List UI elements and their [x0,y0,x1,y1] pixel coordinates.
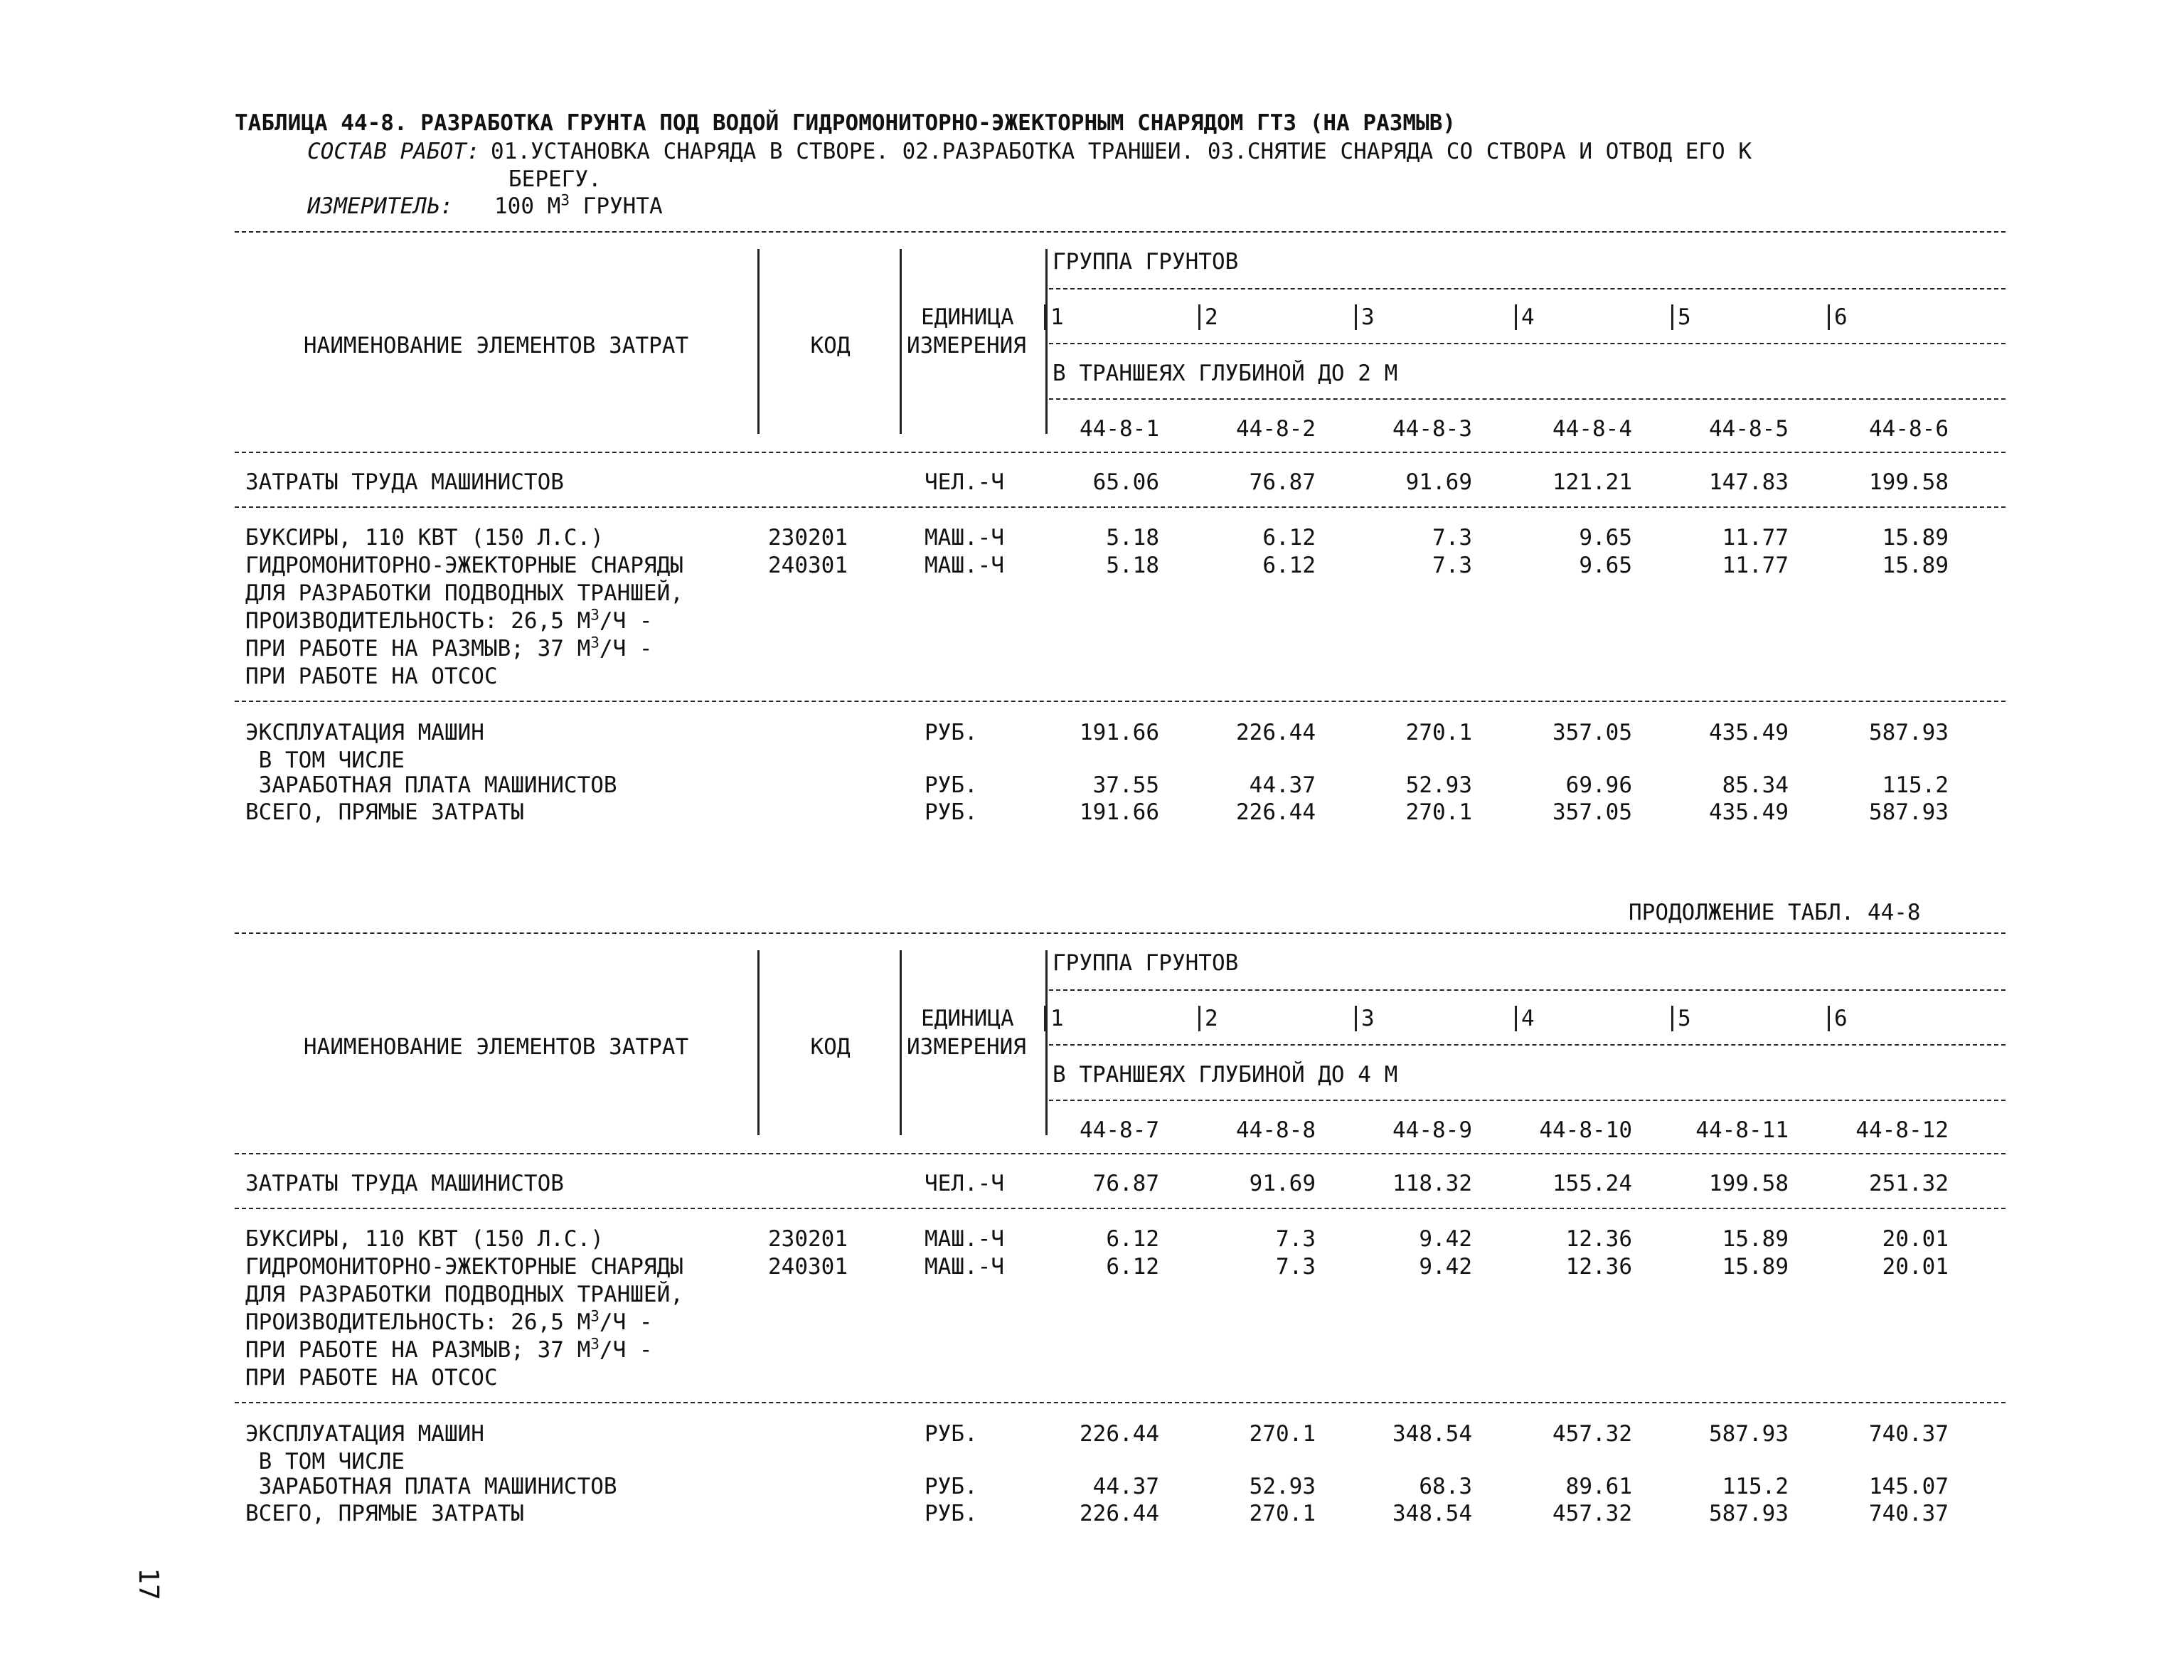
norm-code: 44-8-10 [1539,1117,1632,1143]
group-label: ГРУППА ГРУНТОВ [1053,249,1239,275]
labor-value: 121.21 [1552,469,1632,495]
depth-label: В ТРАНШЕЯХ ГЛУБИНОЙ ДО 2 М [1053,361,1398,386]
machine-value: 9.65 [1579,553,1632,578]
machine-value: 11.77 [1722,525,1789,551]
machine-value: 12.36 [1565,1254,1632,1280]
cost-value: 89.61 [1565,1474,1632,1499]
machine-value: 5.18 [1106,525,1159,551]
machine-value: 5.18 [1106,553,1159,578]
norm-code: 44-8-12 [1855,1117,1949,1143]
cost-row-name: ЭКСПЛУАТАЦИЯ МАШИН [245,1421,484,1447]
cost-value: 37.55 [1092,772,1159,798]
cost-value: 435.49 [1709,720,1789,745]
machine-value: 7.3 [1432,553,1472,578]
rule-line [235,1208,2005,1209]
continuation-label: ПРОДОЛЖЕНИЕ ТАБЛ. 44-8 [1629,900,1921,925]
machine-desc-line: ДЛЯ РАЗРАБОТКИ ПОДВОДНЫХ ТРАНШЕЙ, [245,1282,683,1307]
column-header-unit: ЕДИНИЦА [921,1006,1014,1031]
cost-row-unit: РУБ. [925,1421,978,1447]
group-number: 2 [1198,1006,1218,1031]
labor-value: 199.58 [1709,1171,1789,1196]
labor-value: 155.24 [1552,1171,1632,1196]
rule-line [235,231,2005,233]
column-header-name: НАИМЕНОВАНИЕ ЭЛЕМЕНТОВ ЗАТРАТ [303,1034,689,1060]
cost-row-unit: РУБ. [925,772,978,798]
cost-value: 587.93 [1709,1501,1789,1526]
column-divider [1045,950,1048,1135]
cost-value: 270.1 [1249,1501,1316,1526]
cost-row-name: ЭКСПЛУАТАЦИЯ МАШИН [245,720,484,745]
cost-value: 457.32 [1552,1501,1632,1526]
cost-value: 457.32 [1552,1421,1632,1447]
meter-value: 100 $М^3$ ГРУНТА [494,191,663,219]
cost-value: 44.37 [1249,772,1316,798]
group-label: ГРУППА ГРУНТОВ [1053,950,1239,976]
norm-code: 44-8-9 [1392,1117,1472,1143]
rule-line [235,1402,2005,1403]
rule-line [1049,1044,2005,1046]
cost-value: 357.05 [1552,720,1632,745]
cost-value: 740.37 [1869,1501,1949,1526]
machine-unit: МАШ.-Ч [925,1254,1004,1280]
cost-value: 587.93 [1869,799,1949,825]
labor-value: 118.32 [1392,1171,1472,1196]
machine-value: 12.36 [1565,1226,1632,1252]
column-divider [900,950,902,1135]
column-header-unit: ЕДИНИЦА [921,304,1014,330]
labor-row-name: ЗАТРАТЫ ТРУДА МАШИНИСТОВ [245,1171,564,1196]
cost-value: 44.37 [1092,1474,1159,1499]
norm-code: 44-8-2 [1236,416,1316,442]
machine-desc-line: ПРИ РАБОТЕ НА ОТСОС [245,664,498,689]
cost-value: 270.1 [1249,1421,1316,1447]
machine-unit: МАШ.-Ч [925,1226,1004,1252]
machine-value: 15.89 [1722,1254,1789,1280]
group-number: 1 [1044,1006,1064,1031]
machine-value: 20.01 [1882,1226,1949,1252]
labor-value: 147.83 [1709,469,1789,495]
rule-line [235,506,2005,508]
group-number: 6 [1828,304,1848,330]
labor-row-unit: ЧЕЛ.-Ч [925,469,1004,495]
cost-value: 69.96 [1565,772,1632,798]
column-divider [1045,249,1048,434]
cost-value: 740.37 [1869,1421,1949,1447]
cost-value: 357.05 [1552,799,1632,825]
machine-value: 6.12 [1106,1254,1159,1280]
group-number: 1 [1044,304,1064,330]
cost-value: 85.34 [1722,772,1789,798]
machine-value: 15.89 [1722,1226,1789,1252]
machine-name: БУКСИРЫ, 110 КВТ (150 Л.С.) [245,525,604,551]
machine-value: 9.42 [1419,1226,1472,1252]
works-text-cont: БЕРЕГУ. [508,166,602,192]
rule-line [235,701,2005,702]
machine-unit: МАШ.-Ч [925,553,1004,578]
labor-row-unit: ЧЕЛ.-Ч [925,1171,1004,1196]
cost-value: 52.93 [1249,1474,1316,1499]
rule-line [1049,989,2005,991]
machine-name: БУКСИРЫ, 110 КВТ (150 Л.С.) [245,1226,604,1252]
machine-code: 240301 [768,1254,848,1280]
cost-row-unit: РУБ. [925,720,978,745]
cost-value: 348.54 [1392,1421,1472,1447]
group-number: 6 [1828,1006,1848,1031]
cost-row-unit: РУБ. [925,1501,978,1526]
machine-desc-line: ПРОИЗВОДИТЕЛЬНОСТЬ: 26,5 $М^3/Ч$ - [245,1307,653,1335]
norm-code: 44-8-11 [1695,1117,1789,1143]
cost-value: 226.44 [1236,799,1316,825]
cost-value: 115.2 [1722,1474,1789,1499]
cost-value: 348.54 [1392,1501,1472,1526]
group-number: 3 [1355,304,1375,330]
group-number: 5 [1671,304,1691,330]
column-header-unit-2: ИЗМЕРЕНИЯ [907,1034,1026,1060]
machine-value: 20.01 [1882,1254,1949,1280]
group-number: 5 [1671,1006,1691,1031]
machine-value: 6.12 [1262,525,1316,551]
cost-row-name: ВСЕГО, ПРЯМЫЕ ЗАТРАТЫ [245,1501,524,1526]
machine-unit: МАШ.-Ч [925,525,1004,551]
cost-value: 115.2 [1882,772,1949,798]
cost-value: 52.93 [1405,772,1472,798]
works-label: СОСТАВ РАБОТ: [307,139,480,164]
rule-line [235,1153,2005,1154]
machine-name: ГИДРОМОНИТОРНО-ЭЖЕКТОРНЫЕ СНАРЯДЫ [245,1254,683,1280]
cost-value: 270.1 [1405,720,1472,745]
labor-value: 91.69 [1249,1171,1316,1196]
machine-value: 7.3 [1276,1254,1316,1280]
cost-row-unit: РУБ. [925,799,978,825]
cost-value: 435.49 [1709,799,1789,825]
machine-value: 6.12 [1106,1226,1159,1252]
cost-row-name: ЗАРАБОТНАЯ ПЛАТА МАШИНИСТОВ [245,1474,617,1499]
machine-value: 6.12 [1262,553,1316,578]
rule-line [1049,343,2005,344]
machine-value: 9.42 [1419,1254,1472,1280]
rule-line [1049,288,2005,289]
cost-row-unit: РУБ. [925,1474,978,1499]
rule-line [235,452,2005,453]
column-divider [757,950,760,1135]
cost-value: 587.93 [1869,720,1949,745]
norm-code: 44-8-6 [1869,416,1949,442]
machine-desc-line: ДЛЯ РАЗРАБОТКИ ПОДВОДНЫХ ТРАНШЕЙ, [245,580,683,606]
norm-code: 44-8-5 [1709,416,1789,442]
labor-row-name: ЗАТРАТЫ ТРУДА МАШИНИСТОВ [245,469,564,495]
labor-value: 91.69 [1405,469,1472,495]
machine-value: 11.77 [1722,553,1789,578]
machine-desc-line: ПРИ РАБОТЕ НА РАЗМЫВ; 37 $М^3/Ч$ - [245,1335,653,1363]
column-header-name: НАИМЕНОВАНИЕ ЭЛЕМЕНТОВ ЗАТРАТ [303,333,689,358]
labor-value: 76.87 [1249,469,1316,495]
machine-value: 7.3 [1276,1226,1316,1252]
cost-row-name: ВСЕГО, ПРЯМЫЕ ЗАТРАТЫ [245,799,524,825]
page-number: 17 [132,1568,164,1600]
norm-code: 44-8-4 [1552,416,1632,442]
machine-code: 230201 [768,1226,848,1252]
machine-value: 15.89 [1882,553,1949,578]
rule-line [1049,398,2005,400]
column-divider [757,249,760,434]
norm-code: 44-8-7 [1080,1117,1159,1143]
cost-value: 270.1 [1405,799,1472,825]
cost-value: 191.66 [1080,799,1159,825]
machine-code: 240301 [768,553,848,578]
group-number: 4 [1515,304,1535,330]
rule-line [235,932,2005,934]
norm-code: 44-8-3 [1392,416,1472,442]
rule-line [1049,1100,2005,1101]
machine-code: 230201 [768,525,848,551]
machine-name: ГИДРОМОНИТОРНО-ЭЖЕКТОРНЫЕ СНАРЯДЫ [245,553,683,578]
column-header-code: КОД [810,1034,851,1060]
group-number: 2 [1198,304,1218,330]
cost-value: 68.3 [1419,1474,1472,1499]
column-divider [900,249,902,434]
meter-label: ИЗМЕРИТЕЛЬ: [307,193,454,219]
cost-value: 226.44 [1080,1501,1159,1526]
norm-code: 44-8-1 [1080,416,1159,442]
labor-value: 199.58 [1869,469,1949,495]
machine-desc-line: ПРИ РАБОТЕ НА РАЗМЫВ; 37 $М^3/Ч$ - [245,634,653,661]
cost-value: 145.07 [1869,1474,1949,1499]
cost-value: 587.93 [1709,1421,1789,1447]
labor-value: 65.06 [1092,469,1159,495]
labor-value: 76.87 [1092,1171,1159,1196]
machine-value: 7.3 [1432,525,1472,551]
cost-row-name: В ТОМ ЧИСЛЕ [245,748,405,773]
machine-desc-line: ПРИ РАБОТЕ НА ОТСОС [245,1365,498,1391]
depth-label: В ТРАНШЕЯХ ГЛУБИНОЙ ДО 4 М [1053,1062,1398,1088]
cost-row-name: В ТОМ ЧИСЛЕ [245,1449,405,1474]
cost-value: 226.44 [1236,720,1316,745]
cost-value: 191.66 [1080,720,1159,745]
column-header-unit-2: ИЗМЕРЕНИЯ [907,333,1026,358]
column-header-code: КОД [810,333,851,358]
cost-value: 226.44 [1080,1421,1159,1447]
machine-desc-line: ПРОИЗВОДИТЕЛЬНОСТЬ: 26,5 $М^3/Ч$ - [245,606,653,634]
machine-value: 9.65 [1579,525,1632,551]
labor-value: 251.32 [1869,1171,1949,1196]
group-number: 4 [1515,1006,1535,1031]
machine-value: 15.89 [1882,525,1949,551]
norm-code: 44-8-8 [1236,1117,1316,1143]
works-text: 01.УСТАНОВКА СНАРЯДА В СТВОРЕ. 02.РАЗРАБОТКА ТРАНШЕИ. 03.СНЯТИЕ СНАРЯДА СО СТВОРА И ОТВОД ЕГО К [491,139,1752,164]
group-number: 3 [1355,1006,1375,1031]
cost-row-name: ЗАРАБОТНАЯ ПЛАТА МАШИНИСТОВ [245,772,617,798]
table-title: ТАБЛИЦА 44-8. РАЗРАБОТКА ГРУНТА ПОД ВОДОЙ ГИДРОМОНИТОРНО-ЭЖЕКТОРНЫМ СНАРЯДОМ ГТЗ (НА РАЗМЫВ) [235,110,1456,136]
